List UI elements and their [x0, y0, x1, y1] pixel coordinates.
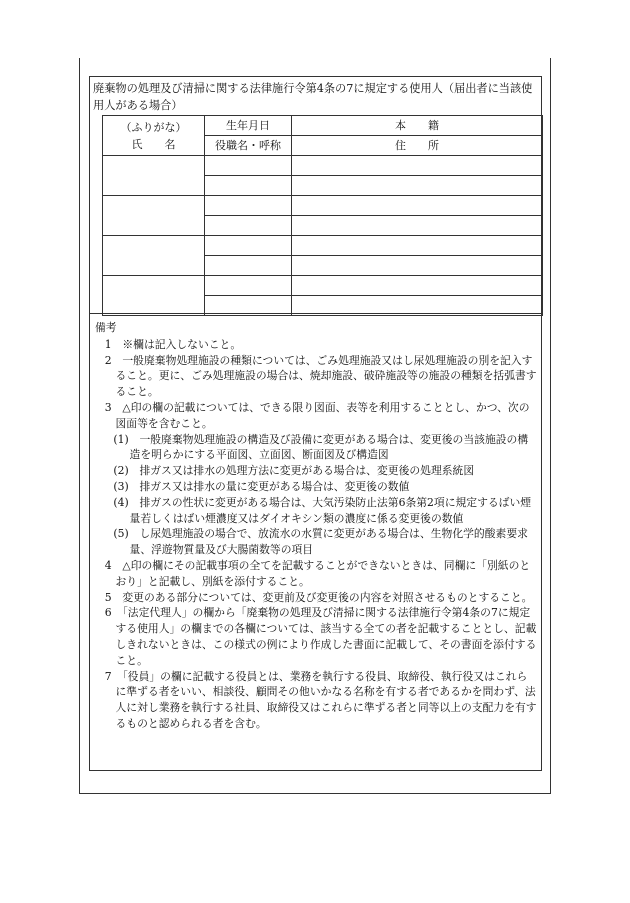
domicile-header: 本 籍: [292, 116, 543, 136]
note-subitem: (4) 排ガスの性状に変更がある場合は、大気汚染防止法第6条第2項に規定するばい煙量若しくはばい煙濃度又はダイオキシン類の濃度に係る変更後の数値: [113, 495, 532, 525]
note-item: 5 変更のある部分については、変更前及び変更後の内容を対照させるものとすること。: [104, 590, 533, 604]
section-header: 廃棄物の処理及び清掃に関する法律施行令第4条の7に規定する使用人（届出者に当該使用人がある場合）: [93, 82, 533, 112]
name-cell[interactable]: [103, 236, 205, 276]
address-cell[interactable]: [292, 176, 543, 196]
note-subitem: (5) し尿処理施設の場合で、放流水の水質に変更がある場合は、生物化学的酸素要求量、浮遊物質量及び大腸菌数等の項目: [113, 527, 528, 557]
domicile-cell[interactable]: [292, 196, 543, 216]
furigana-header: （ふりがな）: [120, 120, 187, 134]
domicile-cell[interactable]: [292, 236, 543, 256]
table-header-row: [103, 116, 543, 136]
name-header: 氏 名: [131, 137, 176, 151]
birthdate-header: 生年月日: [205, 116, 292, 136]
note-subitem: (1) 一般廃棄物処理施設の構造及び設備に変更がある場合は、変更後の当該施設の構造を明らかにする平面図、立面図、断面図及び構造図: [113, 432, 529, 462]
name-cell[interactable]: [103, 276, 205, 316]
note-item: 3 △印の欄の記載については、できる限り図面、表等を利用することとし、かつ、次の図面等を含むこと。: [104, 400, 530, 430]
note-subitem: (2) 排ガス又は排水の処理方法に変更がある場合は、変更後の処理系統図: [113, 464, 475, 478]
section-divider: [90, 313, 541, 314]
note-item: 2 一般廃棄物処理施設の種類については、ごみ処理施設又はし尿処理施設の別を記入すること。更に、ごみ処理施設の場合は、焼却施設、破砕施設等の施設の種類を括弧書すること。: [104, 353, 537, 399]
note-item: 4 △印の欄にその記載事項の全てを記載することができないときは、同欄に「別紙のとおり」と記載し、別紙を添付すること。: [104, 558, 531, 588]
title-cell[interactable]: [205, 256, 292, 276]
note-item: 6 「法定代理人」の欄から「廃棄物の処理及び清掃に関する法律施行令第4条の7に規定する使用人」の欄までの各欄については、該当する全ての者を記載することとし、記載しきれないときは、この様式の例により作成した書面に記載して、その書面を添付すること。: [104, 606, 537, 667]
address-cell[interactable]: [292, 216, 543, 236]
domicile-cell[interactable]: [292, 276, 543, 296]
note-item: 7 「役員」の欄に記載する役員とは、業務を執行する役員、取締役、執行役又はこれらに準ずる者をいい、相談役、顧問その他いかなる名称を有する者であるかを問わず、法人に対し業務を執行する社員、取締役又はこれらに準ずる者と同等以上の支配力を有するものと認められる者を含む。: [104, 669, 537, 730]
notes-section: [95, 320, 537, 732]
table-row: [103, 276, 543, 296]
name-cell[interactable]: [103, 156, 205, 196]
table-row: [103, 196, 543, 216]
note-item: 1 ※欄は記入しないこと。: [104, 337, 242, 351]
employee-table: [102, 115, 543, 316]
title-header: 役職名・呼称: [205, 136, 292, 156]
address-cell[interactable]: [292, 256, 543, 276]
notes-title: 備考: [95, 321, 117, 334]
form-section: [89, 76, 542, 771]
address-header: 住 所: [292, 136, 543, 156]
domicile-cell[interactable]: [292, 156, 543, 176]
name-cell[interactable]: [103, 196, 205, 236]
birthdate-cell[interactable]: [205, 196, 292, 216]
note-subitem: (3) 排ガス又は排水の量に変更がある場合は、変更後の数値: [113, 479, 410, 493]
title-cell[interactable]: [205, 216, 292, 236]
birthdate-cell[interactable]: [205, 236, 292, 256]
title-cell[interactable]: [205, 176, 292, 196]
table-row: [103, 156, 543, 176]
name-header-cell: [103, 116, 205, 156]
table-row: [103, 236, 543, 256]
birthdate-cell[interactable]: [205, 156, 292, 176]
birthdate-cell[interactable]: [205, 276, 292, 296]
